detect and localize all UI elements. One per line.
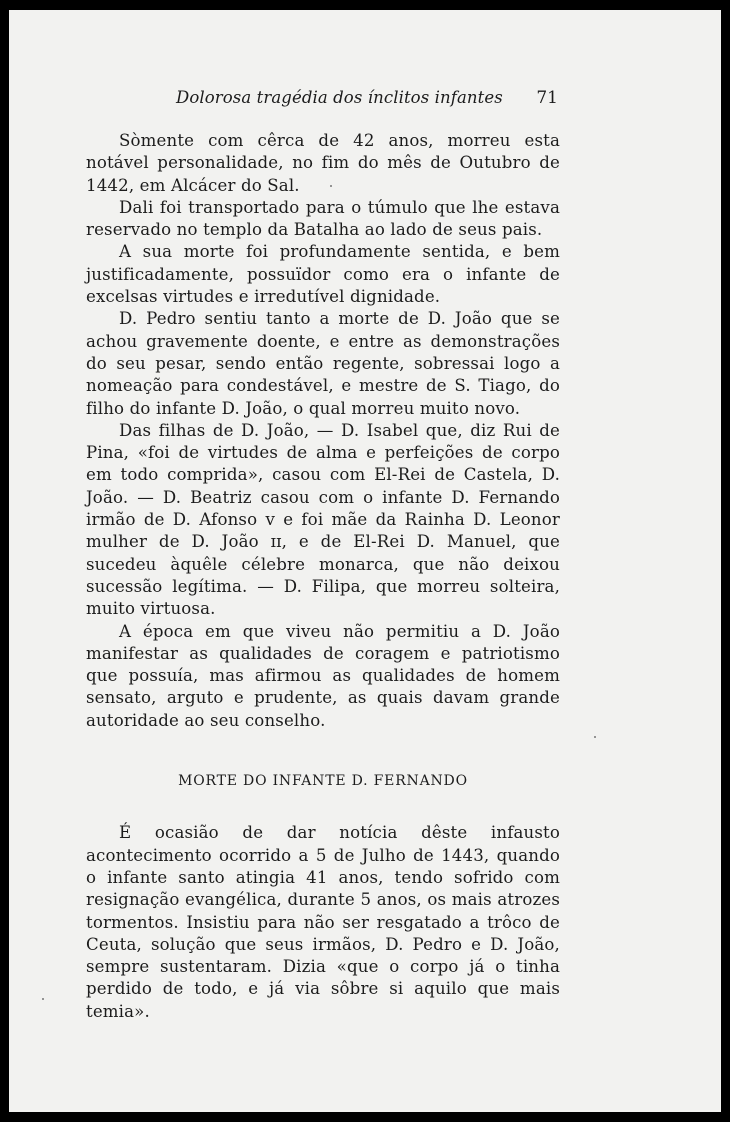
scan-border-right [721, 0, 730, 1122]
page-number: 71 [536, 88, 558, 108]
paragraph: A época em que viveu não permitiu a D. João manifestar as qualidades de coragem e patriotismo que possuía, mas afirmou as qualidades de homem sensato, arguto e prudente, as quais davam grande autoridade ao seu conselho. [86, 621, 560, 730]
running-title: Dolorosa tragédia dos ínclitos infantes [176, 88, 503, 107]
running-head [86, 88, 562, 112]
scan-speck [330, 185, 332, 187]
scan-speck [594, 736, 596, 738]
scan-border-left [0, 0, 9, 1122]
paragraph: Sòmente com cêrca de 42 anos, morreu esta notável personalidade, no fim do mês de Outubro de 1442, em Alcácer do Sal. [86, 131, 560, 195]
paragraph: Das filhas de D. João, — D. Isabel que, diz Rui de Pina, «foi de virtudes de alma e perfeições de corpo em todo comprida», casou com El-Rei de Castela, D. João. — D. Beatriz casou com o infante D. Fernando irmão de D. Afonso v e foi mãe da Rainha D. Leonor mulher de D. João ɪɪ, e de El-Rei D. Manuel, que sucedeu àquêle célebre monarca, que não deixou sucessão legítima. — D. Filipa, que morreu solteira, muito virtuosa. [86, 420, 560, 619]
paragraph: A sua morte foi profundamente sentida, e bem justificadamente, possuïdor como era o infante de excelsas virtudes e irredutível dignidade. [86, 242, 560, 307]
body-text [86, 130, 560, 1023]
paragraph: Dali foi transportado para o túmulo que lhe estava reservado no templo da Batalha ao lado de seus pais. [86, 197, 560, 240]
paragraph: D. Pedro sentiu tanto a morte de D. João que se achou gravemente doente, e entre as demonstrações do seu pesar, sendo então regente, sobressai logo a nomeação para condestável, e mestre de S. Tiago, do filho do infante D. João, o qual morreu muito novo. [86, 309, 560, 418]
paragraph: É ocasião de dar notícia dêste infausto acontecimento ocorrido a 5 de Julho de 1443, quando o infante santo atingia 41 anos, tendo sofrido com resignação evangélica, durante 5 anos, os mais atrozes tormentos. Insistiu para não ser resgatado a trôco de Ceuta, solução que seus irmãos, D. Pedro e D. João, sempre sustentaram. Dizia «que o corpo já o tinha perdido de todo, e já via sôbre si aquilo que mais temia». [86, 823, 560, 1021]
section-heading: MORTE DO INFANTE D. FERNANDO [178, 773, 468, 790]
upper-block [86, 130, 560, 732]
scan-border-top [0, 0, 730, 10]
scan-speck [42, 998, 44, 1000]
scan-border-bottom [0, 1112, 730, 1122]
